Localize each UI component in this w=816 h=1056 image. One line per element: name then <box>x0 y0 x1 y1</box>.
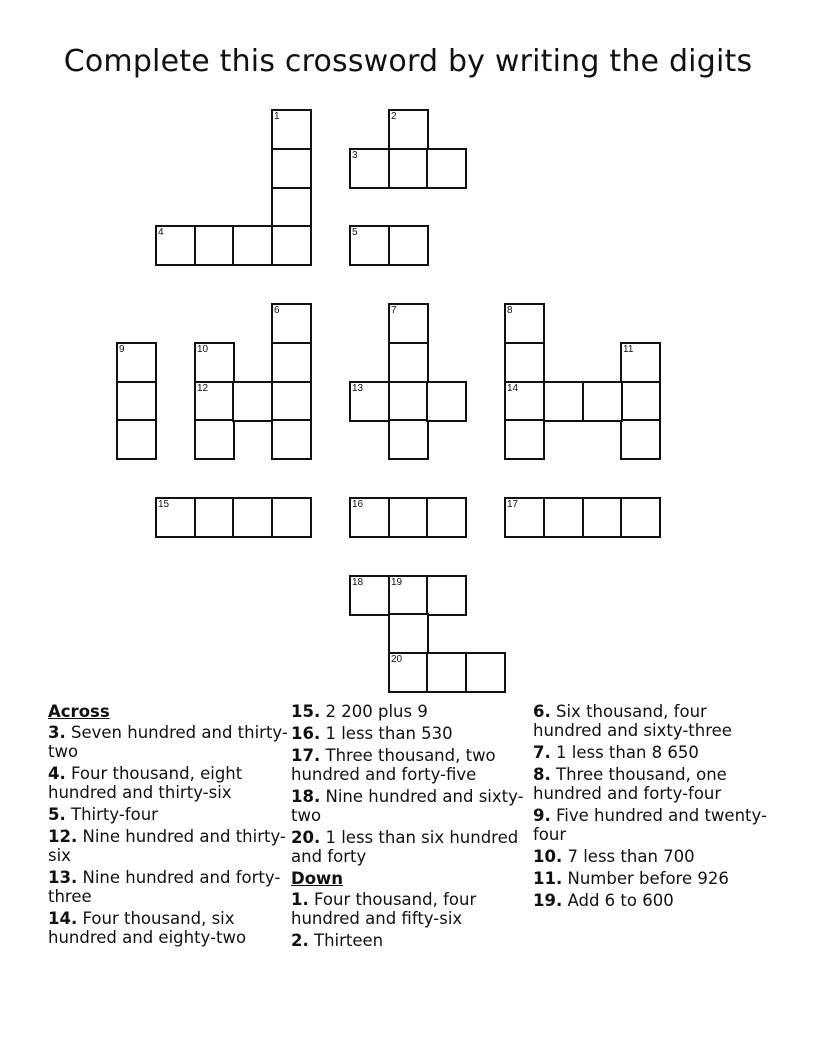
across-heading: Across <box>48 702 110 721</box>
clue-text: 2 200 plus 9 <box>325 702 428 721</box>
clue-number: 14. <box>48 909 78 928</box>
grid-cell-5[interactable] <box>349 225 390 266</box>
grid-cell-10[interactable] <box>194 342 235 383</box>
grid-cell-20[interactable] <box>388 652 429 693</box>
grid-cell[interactable] <box>232 225 273 266</box>
clue-text: Four thousand, six hundred and eighty-two <box>48 909 247 947</box>
clue-text: Three thousand, two hundred and forty-five <box>291 746 496 784</box>
clue-text: 1 less than 8 650 <box>556 743 699 762</box>
clue-across-15 <box>291 702 531 721</box>
clue-across-20 <box>291 828 531 866</box>
clue-text: Nine hundred and forty-three <box>48 868 281 906</box>
clue-text: Five hundred and twenty-four <box>533 806 767 844</box>
clue-number-label: 9 <box>119 344 125 355</box>
grid-cell-15[interactable] <box>155 497 196 538</box>
clue-number-label: 4 <box>158 227 164 238</box>
grid-cell[interactable] <box>426 652 467 693</box>
clue-number: 20. <box>291 828 321 847</box>
clue-number-label: 3 <box>352 150 358 161</box>
clue-number-label: 2 <box>391 111 397 122</box>
clue-text: Six thousand, four hundred and sixty-three <box>533 702 732 740</box>
grid-cell[interactable] <box>271 342 312 383</box>
clue-number-label: 14 <box>507 383 519 394</box>
grid-cell[interactable] <box>232 381 273 422</box>
grid-cell[interactable] <box>388 381 429 422</box>
grid-cell[interactable] <box>271 148 312 189</box>
clue-number-label: 11 <box>623 344 634 355</box>
clue-across-16 <box>291 724 531 743</box>
clue-number: 9. <box>533 806 551 825</box>
clue-number: 13. <box>48 868 78 887</box>
clue-across-3 <box>48 723 288 761</box>
clue-text: Seven hundred and thirty-two <box>48 723 288 761</box>
clue-number: 17. <box>291 746 321 765</box>
grid-cell[interactable] <box>543 497 584 538</box>
grid-cell-17[interactable] <box>504 497 545 538</box>
grid-cell[interactable] <box>620 497 661 538</box>
grid-cell[interactable] <box>465 652 506 693</box>
clue-text: 7 less than 700 <box>567 847 695 866</box>
grid-cell-16[interactable] <box>349 497 390 538</box>
clue-across-5 <box>48 805 288 824</box>
grid-cell[interactable] <box>271 419 312 460</box>
clue-down-10 <box>533 847 773 866</box>
clue-number-label: 12 <box>197 383 209 394</box>
clue-number-label: 16 <box>352 499 364 510</box>
grid-cell-8[interactable] <box>504 303 545 344</box>
grid-cell[interactable] <box>426 381 467 422</box>
clue-text: 1 less than six hundred and forty <box>291 828 519 866</box>
clue-number: 15. <box>291 702 321 721</box>
clue-text: Thirteen <box>314 931 384 950</box>
grid-cell[interactable] <box>388 497 429 538</box>
grid-cell[interactable] <box>620 419 661 460</box>
grid-cell[interactable] <box>388 225 429 266</box>
grid-cell[interactable] <box>271 225 312 266</box>
clues-column-2 <box>291 702 531 953</box>
grid-cell[interactable] <box>116 419 157 460</box>
clue-number-label: 18 <box>352 577 364 588</box>
grid-cell-14[interactable] <box>504 381 545 422</box>
grid-cell-2[interactable] <box>388 109 429 150</box>
clue-down-6 <box>533 702 773 740</box>
grid-cell[interactable] <box>232 497 273 538</box>
clue-down-19 <box>533 891 773 910</box>
grid-cell[interactable] <box>504 342 545 383</box>
grid-cell[interactable] <box>426 497 467 538</box>
clue-down-11 <box>533 869 773 888</box>
grid-cell-19[interactable] <box>388 575 429 616</box>
clue-text: Four thousand, eight hundred and thirty-six <box>48 764 243 802</box>
clue-down-2 <box>291 931 531 950</box>
clue-text: Number before 926 <box>567 869 729 888</box>
clues-column-3 <box>533 702 773 913</box>
clue-number-label: 17 <box>507 499 519 510</box>
clue-number: 8. <box>533 765 551 784</box>
clue-number-label: 13 <box>352 383 364 394</box>
grid-cell[interactable] <box>388 419 429 460</box>
grid-cell-1[interactable] <box>271 109 312 150</box>
grid-cell[interactable] <box>543 381 584 422</box>
clue-number: 2. <box>291 931 309 950</box>
grid-cell[interactable] <box>271 497 312 538</box>
clue-across-4 <box>48 764 288 802</box>
clue-across-13 <box>48 868 288 906</box>
clue-text: Nine hundred and sixty-two <box>291 787 524 825</box>
clue-number-label: 19 <box>391 577 403 588</box>
grid-cell[interactable] <box>426 148 467 189</box>
clue-text: Three thousand, one hundred and forty-four <box>533 765 727 803</box>
clue-text: Four thousand, four hundred and fifty-six <box>291 890 477 928</box>
grid-cell[interactable] <box>620 381 661 422</box>
clues-column-1 <box>48 702 288 950</box>
clue-number: 7. <box>533 743 551 762</box>
clue-number-label: 6 <box>274 305 280 316</box>
grid-cell[interactable] <box>388 342 429 383</box>
grid-cell[interactable] <box>194 419 235 460</box>
clue-text: 1 less than 530 <box>325 724 453 743</box>
grid-cell-11[interactable] <box>620 342 661 383</box>
clue-number-label: 5 <box>352 227 358 238</box>
clue-down-9 <box>533 806 773 844</box>
clue-across-14 <box>48 909 288 947</box>
grid-cell[interactable] <box>194 497 235 538</box>
clue-text: Nine hundred and thirty-six <box>48 827 286 865</box>
clue-number: 19. <box>533 891 563 910</box>
grid-cell[interactable] <box>271 381 312 422</box>
clue-number-label: 20 <box>391 654 403 665</box>
clue-number-label: 7 <box>391 305 397 316</box>
grid-cell-3[interactable] <box>349 148 390 189</box>
clue-number: 1. <box>291 890 309 909</box>
clue-number: 11. <box>533 869 563 888</box>
grid-cell[interactable] <box>582 381 623 422</box>
grid-cell[interactable] <box>426 575 467 616</box>
down-heading: Down <box>291 869 344 888</box>
grid-cell-7[interactable] <box>388 303 429 344</box>
grid-cell[interactable] <box>582 497 623 538</box>
clue-number: 10. <box>533 847 563 866</box>
grid-cell[interactable] <box>504 419 545 460</box>
clue-down-8 <box>533 765 773 803</box>
grid-cell-6[interactable] <box>271 303 312 344</box>
clue-number-label: 8 <box>507 305 513 316</box>
clue-number: 12. <box>48 827 78 846</box>
clue-number-label: 15 <box>158 499 170 510</box>
clue-number: 5. <box>48 805 66 824</box>
clue-across-17 <box>291 746 531 784</box>
clue-number: 3. <box>48 723 66 742</box>
clue-number: 16. <box>291 724 321 743</box>
grid-cell[interactable] <box>194 225 235 266</box>
clue-number: 4. <box>48 764 66 783</box>
clue-down-1 <box>291 890 531 928</box>
grid-cell[interactable] <box>388 148 429 189</box>
clue-number: 6. <box>533 702 551 721</box>
clue-down-7 <box>533 743 773 762</box>
clue-number-label: 1 <box>274 111 280 122</box>
grid-cell-9[interactable] <box>116 342 157 383</box>
clue-across-18 <box>291 787 531 825</box>
page-title: Complete this crossword by writing the digits <box>63 44 753 79</box>
clue-text: Thirty-four <box>71 805 158 824</box>
clue-across-12 <box>48 827 288 865</box>
clue-number: 18. <box>291 787 321 806</box>
grid-cell[interactable] <box>271 187 312 228</box>
grid-cell-4[interactable] <box>155 225 196 266</box>
grid-cell-13[interactable] <box>349 381 390 422</box>
clue-number-label: 10 <box>197 344 209 355</box>
grid-cell-12[interactable] <box>194 381 235 422</box>
grid-cell[interactable] <box>116 381 157 422</box>
grid-cell-18[interactable] <box>349 575 390 616</box>
grid-cell[interactable] <box>388 613 429 654</box>
clue-text: Add 6 to 600 <box>567 891 674 910</box>
